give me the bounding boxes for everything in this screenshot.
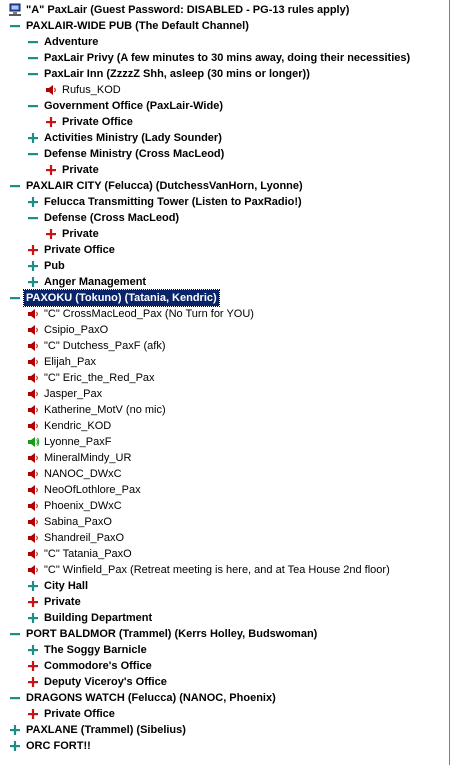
channel-private-office-dragons[interactable]	[0, 706, 447, 722]
tree-item-label: Felucca Transmitting Tower (Listen to PaxRadio!)	[44, 196, 302, 208]
expand-icon[interactable]	[26, 579, 40, 593]
user-crossmacleod-pax[interactable]	[0, 306, 447, 322]
channel-port-baldmor[interactable]	[0, 626, 447, 642]
expand-icon[interactable]	[8, 723, 22, 737]
expand-icon[interactable]	[26, 195, 40, 209]
tree-item-label: Jasper_Pax	[44, 388, 103, 400]
tree-item-label: Anger Management	[44, 276, 147, 288]
tree-item-label: PAXLANE (Trammel) (Sibelius)	[26, 724, 186, 736]
tree-item-label: Private	[44, 596, 81, 608]
tree-item-label: "C" Tatania_PaxO	[44, 548, 132, 560]
speaker-muted-icon	[26, 387, 40, 401]
speaker-muted-icon	[26, 323, 40, 337]
speaker-muted-icon	[26, 403, 40, 417]
private-channel-icon[interactable]	[26, 659, 40, 673]
channel-commodores-office[interactable]	[0, 658, 447, 674]
tree-item-label: Government Office (PaxLair-Wide)	[44, 100, 223, 112]
speaker-muted-icon	[26, 467, 40, 481]
tree-item-label: Pub	[44, 260, 65, 272]
tree-item-label: Defense (Cross MacLeod)	[44, 212, 180, 224]
collapse-icon[interactable]	[26, 67, 40, 81]
speaker-muted-icon	[26, 483, 40, 497]
tree-item-label: Private Office	[44, 708, 115, 720]
tree-item-label: Adventure	[44, 36, 99, 48]
tree-item-label: Defense Ministry (Cross MacLeod)	[44, 148, 225, 160]
tree-item-label: NANOC_DWxC	[44, 468, 122, 480]
tree-item-label: PAXLAIR CITY (Felucca) (DutchessVanHorn, Lyonne)	[26, 180, 303, 192]
tree-item-label: Deputy Viceroy's Office	[44, 676, 167, 688]
private-channel-icon[interactable]	[44, 227, 58, 241]
collapse-icon[interactable]	[8, 291, 22, 305]
channel-private-office-city[interactable]	[0, 242, 447, 258]
speaker-active-icon	[26, 435, 40, 449]
server-root[interactable]	[0, 2, 447, 18]
tree-item-label: Lyonne_PaxF	[44, 436, 112, 448]
private-channel-icon[interactable]	[26, 675, 40, 689]
channel-private-paxoku[interactable]	[0, 594, 447, 610]
tree-item-label: Kendric_KOD	[44, 420, 112, 432]
tree-item-label: Building Department	[44, 612, 153, 624]
user-dutchess-paxf[interactable]	[0, 338, 447, 354]
expand-icon[interactable]	[26, 275, 40, 289]
tree-item-label: PaxLair Privy (A few minutes to 30 mins away, doing their necessities)	[44, 52, 411, 64]
channel-dragons-watch[interactable]	[0, 690, 447, 706]
collapse-icon[interactable]	[8, 19, 22, 33]
speaker-muted-icon	[26, 355, 40, 369]
channel-paxlair-city[interactable]	[0, 178, 447, 194]
channel-anger-management[interactable]	[0, 274, 447, 290]
speaker-muted-icon	[26, 371, 40, 385]
user-elijah-pax[interactable]	[0, 354, 447, 370]
collapse-icon[interactable]	[26, 51, 40, 65]
tree-item-label: "C" CrossMacLeod_Pax (No Turn for YOU)	[44, 308, 254, 320]
tree-item-label: Commodore's Office	[44, 660, 152, 672]
user-csipio-paxo[interactable]	[0, 322, 447, 338]
private-channel-icon[interactable]	[26, 243, 40, 257]
speaker-muted-icon	[26, 451, 40, 465]
channel-paxoku[interactable]	[0, 290, 447, 306]
tree-item-label: City Hall	[44, 580, 89, 592]
expand-icon[interactable]	[26, 259, 40, 273]
user-rufus-kod[interactable]	[0, 82, 447, 98]
channel-felucca-transmitting-tower[interactable]	[0, 194, 447, 210]
tree-item-label: Csipio_PaxO	[44, 324, 109, 336]
private-channel-icon[interactable]	[26, 707, 40, 721]
tree-item-label: Elijah_Pax	[44, 356, 96, 368]
channel-city-hall[interactable]	[0, 578, 447, 594]
speaker-muted-icon	[26, 515, 40, 529]
user-eric-the-red-pax[interactable]	[0, 370, 447, 386]
tree-item-label: Private	[62, 164, 99, 176]
speaker-muted-icon	[26, 531, 40, 545]
user-jasper-pax[interactable]	[0, 386, 447, 402]
channel-the-soggy-barnicle[interactable]	[0, 642, 447, 658]
channel-defense[interactable]	[0, 210, 447, 226]
collapse-icon[interactable]	[26, 147, 40, 161]
tree-item-label: PAXLAIR-WIDE PUB (The Default Channel)	[26, 20, 249, 32]
tree-item-label: PaxLair Inn (ZzzzZ Shh, asleep (30 mins or longer))	[44, 68, 310, 80]
tree-item-label: DRAGONS WATCH (Felucca) (NANOC, Phoenix)	[26, 692, 276, 704]
channel-pub[interactable]	[0, 258, 447, 274]
collapse-icon[interactable]	[8, 627, 22, 641]
speaker-muted-icon	[26, 547, 40, 561]
channel-government-office[interactable]	[0, 98, 447, 114]
tree-item-label: "A" PaxLair (Guest Password: DISABLED - PG-13 rules apply)	[26, 4, 350, 16]
expand-icon[interactable]	[26, 611, 40, 625]
expand-icon[interactable]	[8, 739, 22, 753]
collapse-icon[interactable]	[8, 691, 22, 705]
tree-item-label: PAXOKU (Tokuno) (Tatania, Kendric)	[26, 292, 217, 304]
channel-private-office-gov[interactable]	[0, 114, 447, 130]
tree-item-label: Shandreil_PaxO	[44, 532, 125, 544]
tree-item-label: Phoenix_DWxC	[44, 500, 122, 512]
user-sabina-paxo[interactable]	[0, 514, 447, 530]
user-lyonne-paxf[interactable]	[0, 434, 447, 450]
channel-paxlair-wide-pub[interactable]	[0, 18, 447, 34]
user-winfield-pax[interactable]	[0, 562, 447, 578]
tree-item-label: MineralMindy_UR	[44, 452, 132, 464]
tree-item-label: Katherine_MotV (no mic)	[44, 404, 166, 416]
tree-item-label: Sabina_PaxO	[44, 516, 112, 528]
channel-private-defense-ministry[interactable]	[0, 162, 447, 178]
tree-item-label: Private	[62, 228, 99, 240]
tree-item-label: Private Office	[44, 244, 115, 256]
channel-defense-ministry[interactable]	[0, 146, 447, 162]
server-icon	[8, 3, 22, 17]
tree-item-label: NeoOfLothlore_Pax	[44, 484, 141, 496]
channel-paxlane[interactable]	[0, 722, 447, 738]
collapse-icon[interactable]	[26, 211, 40, 225]
speaker-muted-icon	[26, 419, 40, 433]
speaker-muted-icon	[26, 339, 40, 353]
channel-activities-ministry[interactable]	[0, 130, 447, 146]
tree-item-label: The Soggy Barnicle	[44, 644, 147, 656]
private-channel-icon[interactable]	[44, 115, 58, 129]
speaker-muted-icon	[26, 563, 40, 577]
tree-item-label: "C" Winfield_Pax (Retreat meeting is here, and at Tea House 2nd floor)	[44, 564, 390, 576]
user-kendric-kod[interactable]	[0, 418, 447, 434]
user-shandreil-paxo[interactable]	[0, 530, 447, 546]
tree-item-label: Private Office	[62, 116, 133, 128]
channel-private-defense[interactable]	[0, 226, 447, 242]
user-tatania-paxo[interactable]	[0, 546, 447, 562]
tree-item-label: PORT BALDMOR (Trammel) (Kerrs Holley, Budswoman)	[26, 628, 318, 640]
tree-item-label: "C" Dutchess_PaxF (afk)	[44, 340, 166, 352]
tree-item-label: Activities Ministry (Lady Sounder)	[44, 132, 222, 144]
collapse-icon[interactable]	[26, 35, 40, 49]
user-neooflothlore-pax[interactable]	[0, 482, 447, 498]
user-nanoc-dwxc[interactable]	[0, 466, 447, 482]
expand-icon[interactable]	[26, 131, 40, 145]
user-mineralmindy-ur[interactable]	[0, 450, 447, 466]
speaker-muted-icon	[44, 83, 58, 97]
user-phoenix-dwxc[interactable]	[0, 498, 447, 514]
channel-paxlair-inn[interactable]	[0, 66, 447, 82]
user-katherine-motv[interactable]	[0, 402, 447, 418]
channel-building-department[interactable]	[0, 610, 447, 626]
private-channel-icon[interactable]	[44, 163, 58, 177]
channel-deputy-viceroys-office[interactable]	[0, 674, 447, 690]
tree-item-label: ORC FORT!!	[26, 740, 91, 752]
speaker-muted-icon	[26, 307, 40, 321]
channel-paxlair-privy[interactable]	[0, 50, 447, 66]
channel-adventure[interactable]	[0, 34, 447, 50]
collapse-icon[interactable]	[8, 179, 22, 193]
channel-orc-fort[interactable]	[0, 738, 447, 754]
tree-item-label: "C" Eric_the_Red_Pax	[44, 372, 155, 384]
private-channel-icon[interactable]	[26, 595, 40, 609]
collapse-icon[interactable]	[26, 99, 40, 113]
tree-item-label: Rufus_KOD	[62, 84, 121, 96]
speaker-muted-icon	[26, 499, 40, 513]
expand-icon[interactable]	[26, 643, 40, 657]
